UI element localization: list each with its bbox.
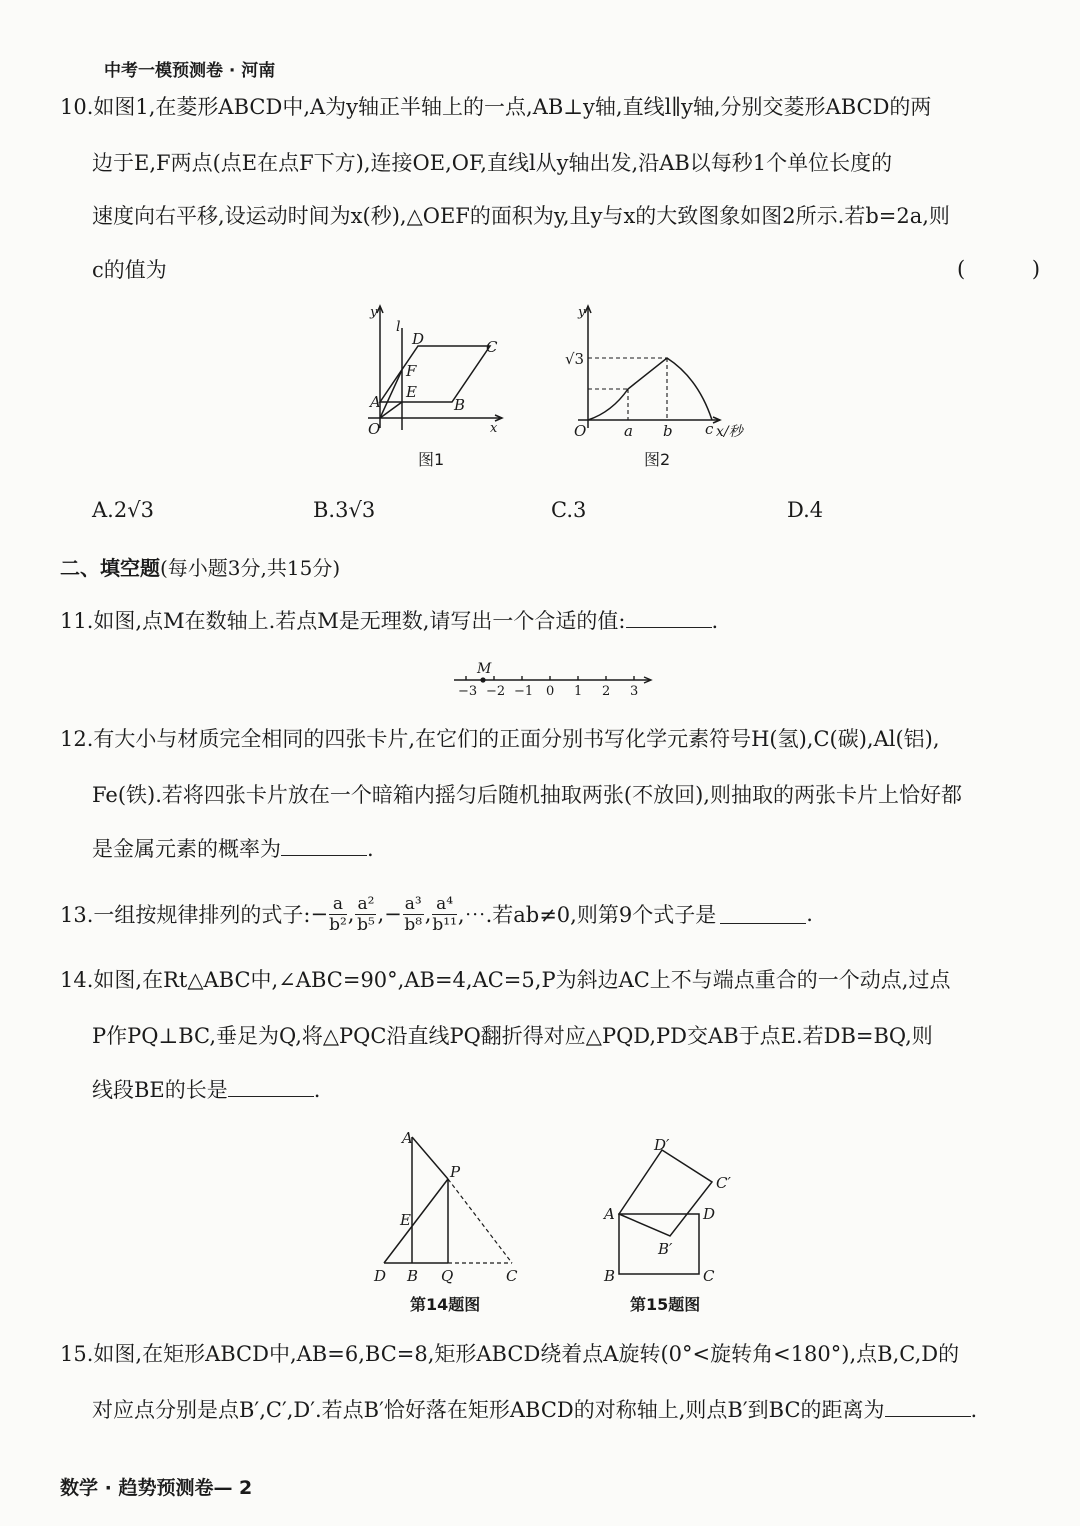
fig1-label-a: A bbox=[370, 393, 381, 411]
tick-label: 2 bbox=[602, 684, 611, 696]
q11-line: 11.如图,点M在数轴上.若点M是无理数,请写出一个合适的值: . bbox=[60, 609, 719, 633]
q14-label-p: P bbox=[450, 1163, 461, 1181]
q10-line2: 边于E,F两点(点E在点F下方),连接OE,OF,直线l从y轴出发,沿AB以每秒1个单位长度的 bbox=[92, 151, 893, 175]
q14-line1: 14.如图,在Rt△ABC中,∠ABC=90°,AB=4,AC=5,P为斜边AC上不与端点重合的一个动点,过点 bbox=[60, 968, 951, 992]
section-fill-in-blank bbox=[60, 552, 340, 581]
q14-figure bbox=[370, 1125, 530, 1285]
fig1-label-o: O bbox=[368, 420, 381, 438]
q13-prefix: 13.一组按规律排列的式子: bbox=[60, 903, 311, 927]
q14-answer-blank[interactable] bbox=[228, 1078, 314, 1097]
page-header: 中考一模预测卷 · 河南 bbox=[104, 61, 276, 81]
fig2-label-o: O bbox=[574, 422, 587, 440]
number-line-label-m: M bbox=[477, 661, 492, 677]
q10-figure2-caption: 图2 bbox=[644, 450, 671, 469]
q15-figure-caption: 第15题图 bbox=[630, 1295, 701, 1314]
fig2-label-b: b bbox=[663, 422, 673, 440]
q10-option-c: C.3 bbox=[551, 498, 587, 522]
tick-label: −3 bbox=[458, 684, 478, 696]
fig1-rhombus bbox=[380, 346, 490, 402]
rectangle-ab1c1d1 bbox=[619, 1150, 712, 1236]
tick-label: 1 bbox=[574, 684, 583, 696]
q15-label-d: D bbox=[703, 1205, 716, 1223]
fig1-label-c: C bbox=[486, 338, 498, 356]
q14-label-q: Q bbox=[441, 1267, 454, 1285]
fig1-label-f: F bbox=[406, 362, 417, 380]
q13-term-4: $\frac{\text{a⁴}}{\text{b¹¹}}$ bbox=[432, 893, 457, 935]
q10-option-a: A.2√3 bbox=[92, 498, 154, 522]
q15-figure bbox=[598, 1128, 748, 1288]
q15-answer-blank[interactable] bbox=[885, 1398, 971, 1417]
q13-term-2: $\frac{\text{a²}}{\text{b⁵}}$ bbox=[357, 893, 375, 935]
q14-label-e: E bbox=[400, 1211, 411, 1229]
q13-term-sign: − bbox=[384, 902, 402, 926]
segment-dp bbox=[384, 1179, 448, 1263]
q12-answer-blank[interactable] bbox=[281, 837, 367, 856]
fig2-label-a: a bbox=[624, 422, 633, 440]
page-footer: 数学 · 趋势预测卷— 2 bbox=[60, 1477, 253, 1499]
q14-label-a: A bbox=[402, 1129, 413, 1147]
q12-line1: 12.有大小与材质完全相同的四张卡片,在它们的正面分别书写化学元素符号H(氢),C(碳),Al(铝), bbox=[60, 727, 940, 751]
tick-label: 3 bbox=[630, 684, 639, 696]
q10-line1: 10.如图1,在菱形ABCD中,A为y轴正半轴上的一点,AB⊥y轴,直线l∥y轴,分别交菱形ABCD的两 bbox=[60, 95, 932, 119]
q10-figure2 bbox=[560, 300, 780, 445]
q15-label-c1: C′ bbox=[716, 1174, 731, 1192]
q15-text: 对应点分别是点B′,C′,D′.若点B′恰好落在矩形ABCD的对称轴上,则点B′到BC的距离为 bbox=[92, 1398, 885, 1422]
q11-text: 11.如图,点M在数轴上.若点M是无理数,请写出一个合适的值: bbox=[60, 609, 626, 633]
point-m-dot bbox=[480, 677, 485, 682]
fig1-label-y: y bbox=[370, 305, 378, 320]
q14-label-b: B bbox=[407, 1267, 419, 1285]
q14-label-c: C bbox=[506, 1267, 518, 1285]
q13-line: 13.一组按规律排列的式子: − $\frac{a}{\text{b²}}$ , $\frac{\text{a²}}{\text{b⁵}}$ , − $\frac{\text{a³}}{\text{b⁸}}$ , $\frac{\text{a⁴}}{\text{b¹¹}}$ ,⋯.若ab≠0,则第9个式子是 . bbox=[60, 893, 813, 935]
section-note: (每小题3分,共15分) bbox=[160, 556, 341, 580]
fig1-label-d: D bbox=[412, 330, 425, 348]
q13-term-1: $\frac{a}{\text{b²}}$ bbox=[329, 893, 347, 935]
q11-answer-blank[interactable] bbox=[626, 609, 712, 628]
tick-label: −2 bbox=[486, 684, 506, 696]
fig2-label-y: y bbox=[578, 305, 586, 320]
fig2-label-x-unit: x/秒 bbox=[716, 424, 743, 440]
q15-label-a: A bbox=[604, 1205, 615, 1223]
q10-answer-paren: ( ) bbox=[957, 257, 1071, 281]
q10-line3: 速度向右平移,设运动时间为x(秒),△OEF的面积为y,且y与x的大致图象如图2所示.若b=2a,则 bbox=[92, 204, 950, 228]
q15-label-d1: D′ bbox=[654, 1136, 670, 1154]
segment-pc bbox=[448, 1179, 512, 1263]
q15-label-b1: B′ bbox=[658, 1240, 673, 1258]
q11-number-line bbox=[450, 656, 660, 696]
q10-figure1-caption: 图1 bbox=[418, 450, 445, 469]
q15-label-c: C bbox=[703, 1267, 715, 1285]
q13-term-3: $\frac{\text{a³}}{\text{b⁸}}$ bbox=[404, 893, 423, 935]
fig2-label-c: c bbox=[705, 420, 714, 438]
q14-text: 线段BE的长是 bbox=[92, 1078, 228, 1102]
q14-label-d: D bbox=[374, 1267, 387, 1285]
q10-option-b: B.3√3 bbox=[313, 498, 376, 522]
q14-line3: 线段BE的长是 . bbox=[92, 1078, 321, 1102]
fig1-label-b: B bbox=[454, 396, 466, 414]
q15-label-b: B bbox=[604, 1267, 616, 1285]
section-title: 二、填空题 bbox=[60, 556, 160, 580]
q13-suffix: ,⋯.若ab≠0,则第9个式子是 bbox=[457, 903, 717, 927]
q14-figure-caption: 第14题图 bbox=[410, 1295, 481, 1314]
segment-ap bbox=[412, 1137, 448, 1179]
q13-term-sign: − bbox=[310, 902, 329, 926]
q10-option-d: D.4 bbox=[787, 498, 824, 522]
q10-line4: c的值为 bbox=[92, 258, 167, 282]
fig1-label-l: l bbox=[396, 319, 401, 335]
tick-label: 0 bbox=[546, 684, 555, 696]
q12-text: 是金属元素的概率为 bbox=[92, 837, 281, 861]
q13-answer-blank[interactable] bbox=[720, 905, 806, 924]
fig2-graph-curve bbox=[588, 358, 712, 420]
fig2-label-sqrt3: √3 bbox=[565, 350, 585, 368]
q14-line2: P作PQ⊥BC,垂足为Q,将△PQC沿直线PQ翻折得对应△PQD,PD交AB于点E.若DB=BQ,则 bbox=[92, 1024, 933, 1048]
q15-line2: 对应点分别是点B′,C′,D′.若点B′恰好落在矩形ABCD的对称轴上,则点B′到BC的距离为 . bbox=[92, 1398, 978, 1422]
tick-label: −1 bbox=[514, 684, 534, 696]
q10-figure1 bbox=[350, 300, 520, 445]
fig1-label-e: E bbox=[406, 383, 417, 401]
q12-line2: Fe(铁).若将四张卡片放在一个暗箱内摇匀后随机抽取两张(不放回),则抽取的两张卡片上恰好都 bbox=[92, 783, 962, 807]
fig1-label-x: x bbox=[490, 421, 498, 436]
q12-line3: 是金属元素的概率为 . bbox=[92, 837, 374, 861]
q15-line1: 15.如图,在矩形ABCD中,AB=6,BC=8,矩形ABCD绕着点A旋转(0°<旋转角<180°),点B,C,D的 bbox=[60, 1342, 960, 1366]
